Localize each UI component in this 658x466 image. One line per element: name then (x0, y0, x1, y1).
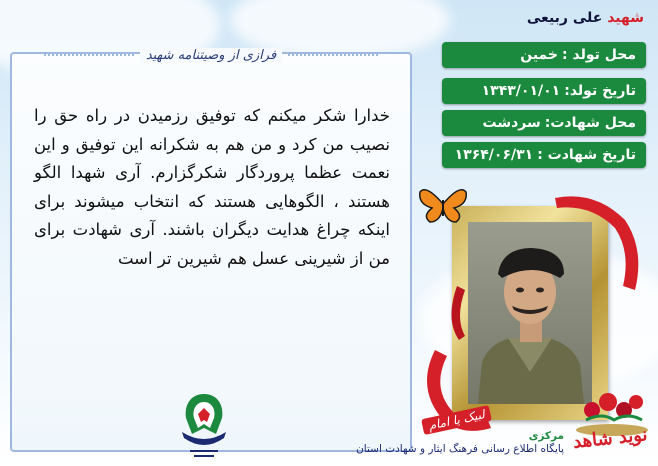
header-divider-right (288, 54, 378, 56)
info-label: تاریخ شهادت : (537, 147, 636, 163)
martyr-name (527, 10, 644, 26)
will-quote-text: خدارا شکر میکنم که توفیق رزمیدن در راه حق را نصیب من کرد و من هم به شکرانه این توفیق و این نعمت عظما پروردگار شکرگزارم. آری شهدا الگو هستند ، الگوهایی هستند که انتخاب میشوند برای اینکه چراغ هدایت دیگران باشند. آری شهادت برای من از شیرینی عسل هم شیرین تر است (34, 106, 390, 268)
brand-logo: نوید شاهد (572, 424, 649, 453)
info-value: سردشت (482, 115, 541, 131)
info-label: محل تولد : (562, 47, 636, 63)
foundation-logo-icon (172, 388, 236, 460)
footer-organization (356, 430, 564, 456)
footer-line-1: پایگاه اطلاع رسانی فرهنگ ایثار و شهادت استان (356, 443, 564, 455)
footer-line-2: مرکزی (528, 430, 564, 442)
header-divider-left (44, 54, 134, 56)
info-label: محل شهادت: (544, 115, 636, 131)
martyr-name-prefix: شهید (607, 10, 644, 26)
info-value: ۱۳۶۴/۰۶/۳۱ (454, 147, 534, 163)
butterfly-icon (418, 182, 468, 226)
info-birthplace (442, 42, 646, 68)
info-value: خمین (520, 47, 559, 63)
card-header (12, 44, 410, 66)
signature-tag: لبیک یا امام (421, 405, 492, 435)
info-martyrdom-date (442, 142, 646, 168)
card-title: فرازی از وصیتنامه شهید (140, 48, 282, 63)
info-martyrdom-place (442, 110, 646, 136)
info-label: تاریخ تولد: (564, 83, 636, 99)
info-birth-date (442, 78, 646, 104)
martyr-name-value: علی ربیعی (526, 10, 603, 26)
info-value: ۱۳۴۳/۰۱/۰۱ (481, 83, 561, 99)
